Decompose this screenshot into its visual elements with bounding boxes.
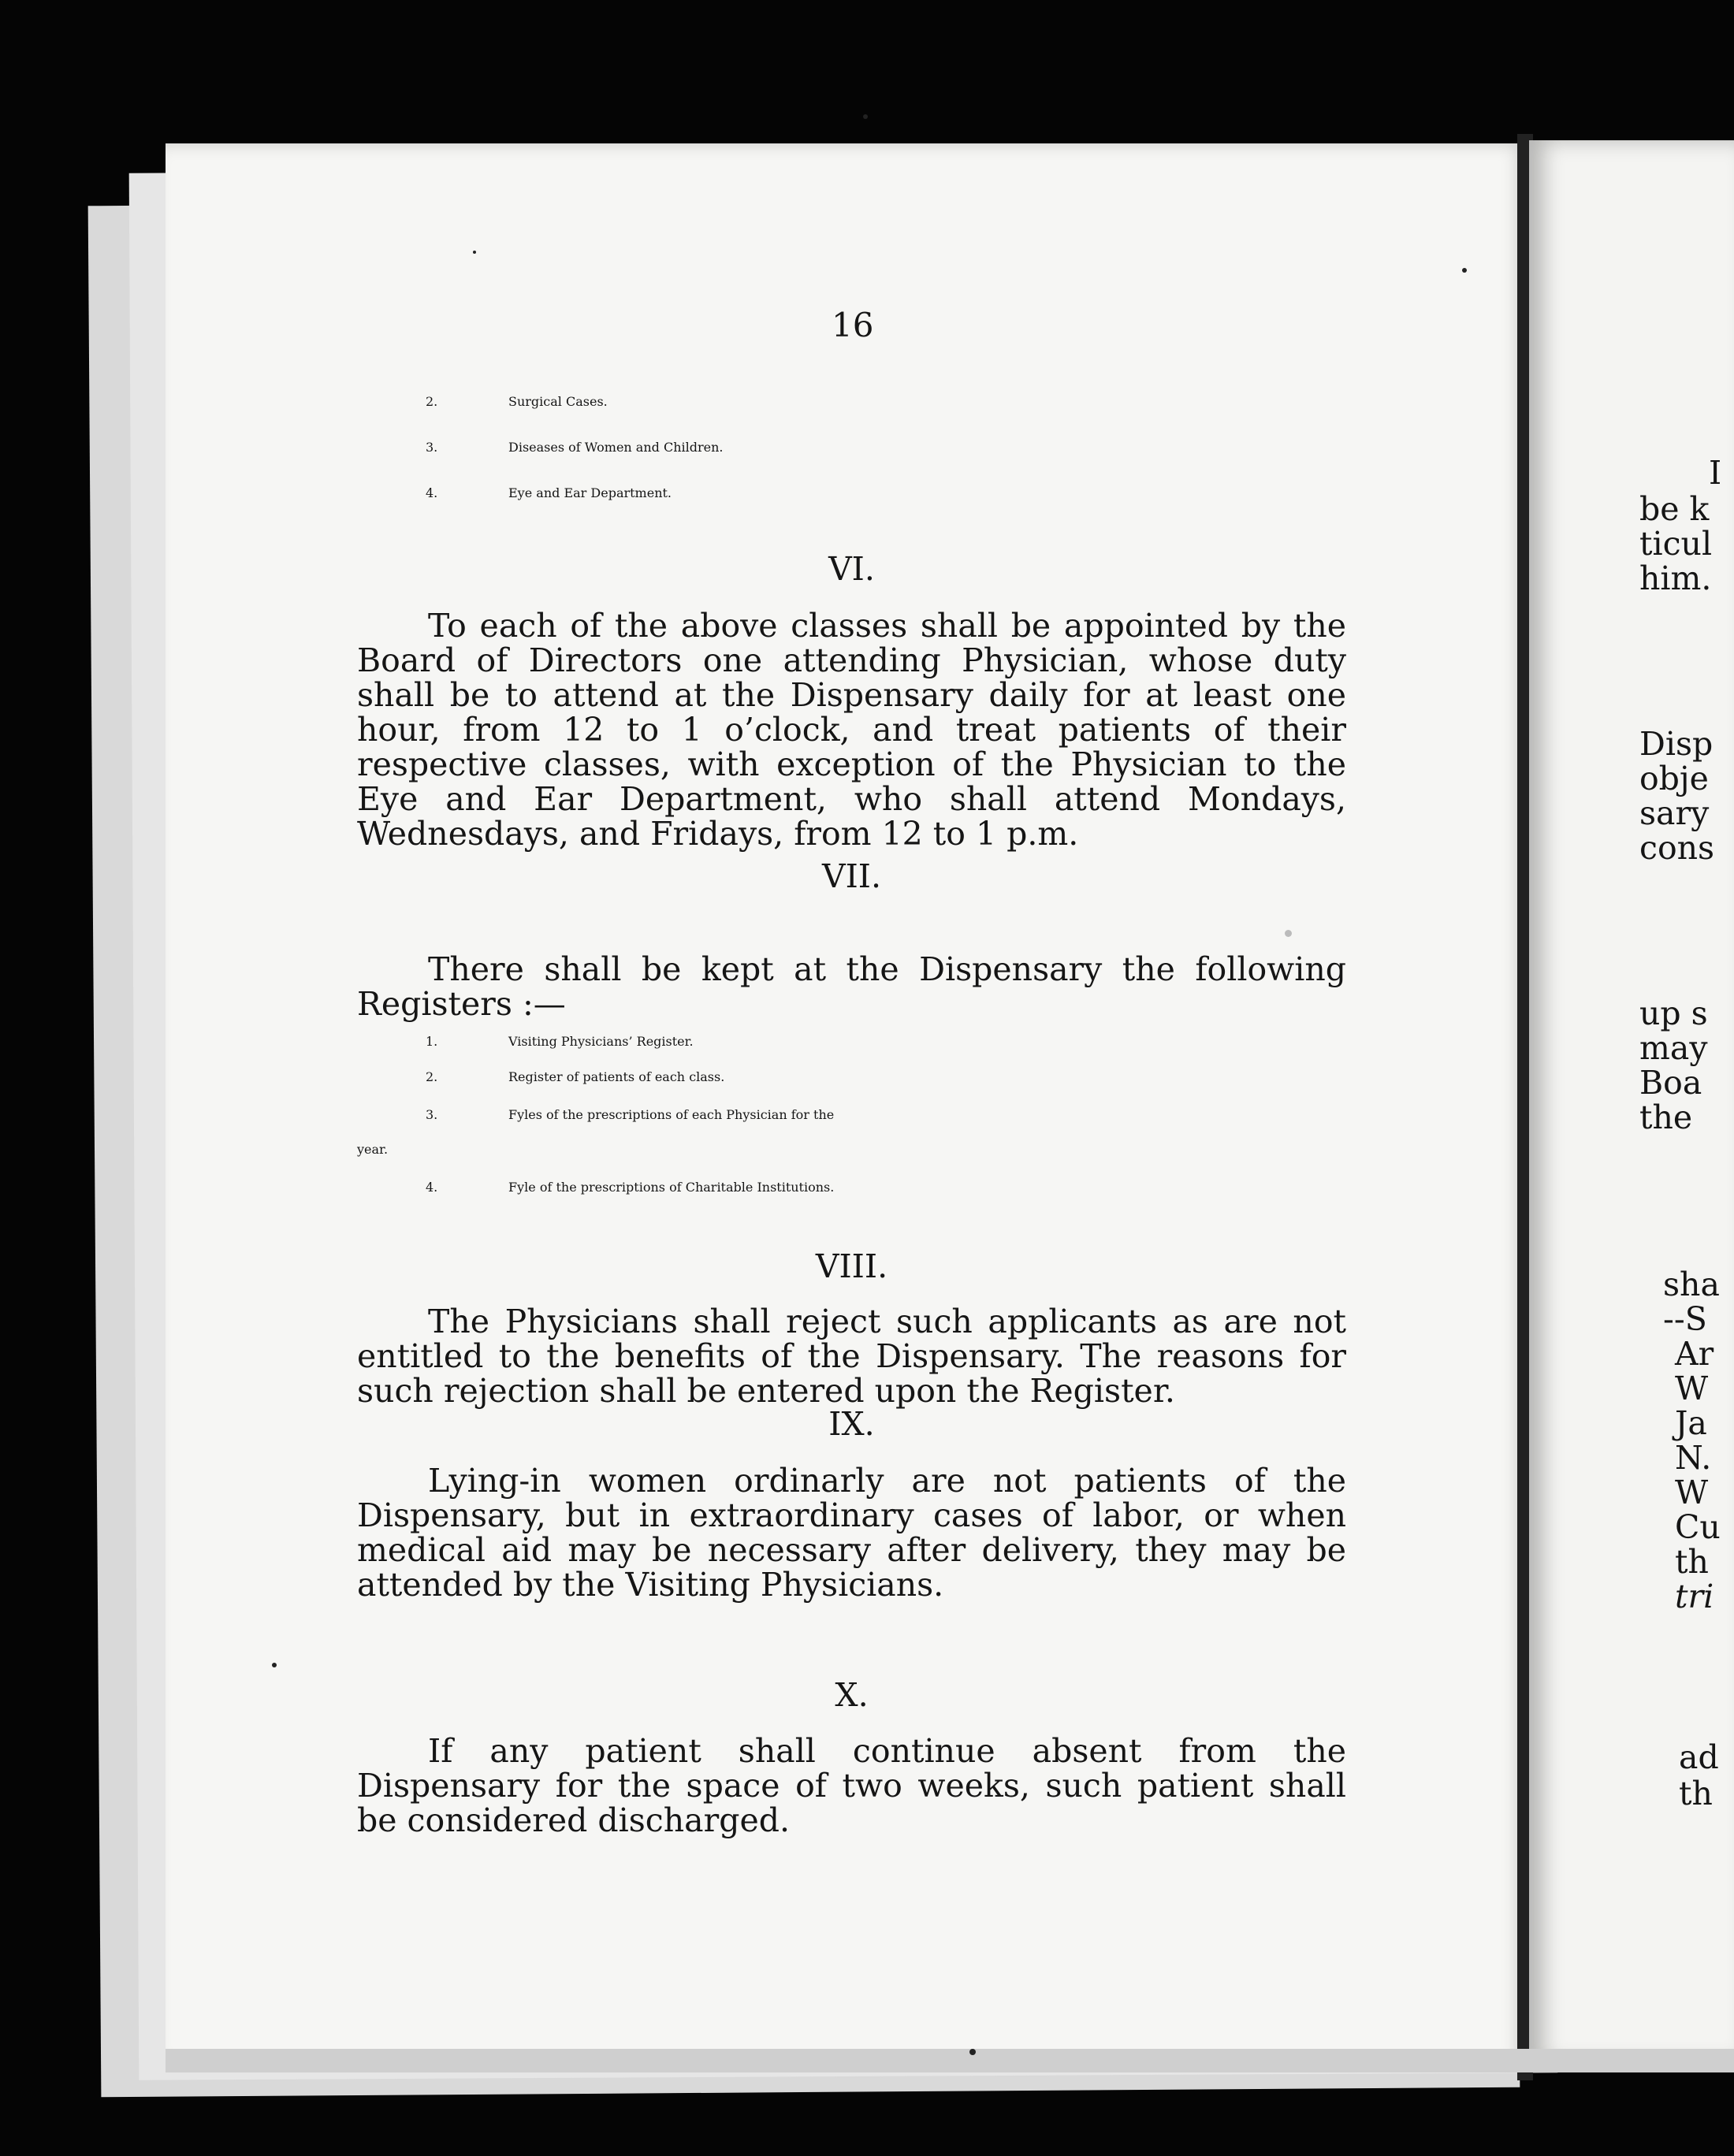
section-vii-intro (357, 952, 1346, 1021)
right-page-fragment: Disp (1639, 725, 1714, 763)
list-text: Surgical Cases. (508, 394, 608, 409)
section-ix-text: Lying-in women ordinarly are not patients of the Dispensary, but in extraordinary cases of labor, or when medical aid may be necessary after delivery, they may be attended by the Visiting Physicians. (357, 1462, 1346, 1604)
right-page-fragment: up s (1639, 994, 1708, 1032)
right-page-fragment: be k (1639, 490, 1710, 528)
section-ix-paragraph (357, 1463, 1346, 1602)
right-page-fragment: W (1675, 1370, 1709, 1407)
list-number: 3. (426, 440, 438, 455)
list-number: 4. (426, 1180, 438, 1195)
right-page-fragment: I (1709, 454, 1722, 492)
section-viii-text: The Physicians shall reject such applicants as are not entitled to the benefits of the Dispensary. The reasons for such rejection shall be entered upon the Register. (357, 1303, 1346, 1410)
list-text: year. (357, 1142, 389, 1157)
section-heading-vi: VI. (828, 550, 875, 588)
page-bottom-edge (166, 2049, 1734, 2072)
section-viii-paragraph (357, 1304, 1346, 1408)
list-number: 3. (426, 1107, 438, 1122)
list-number: 1. (426, 1034, 438, 1049)
section-heading-viii: VIII. (815, 1247, 888, 1285)
right-page-fragment: ticul (1639, 525, 1713, 563)
right-page-fragment: N. (1675, 1439, 1712, 1477)
right-page-fragment: Ar (1675, 1335, 1714, 1373)
list-text: Fyle of the prescriptions of Charitable Institutions. (508, 1180, 835, 1195)
right-page-fragment: tri (1675, 1578, 1714, 1615)
right-page-fragment: Ja (1675, 1404, 1707, 1442)
list-text: Diseases of Women and Children. (508, 440, 724, 455)
right-page-fragment: the (1639, 1098, 1693, 1136)
right-page-fragment: Boa (1639, 1064, 1702, 1102)
list-text: Eye and Ear Department. (508, 485, 672, 500)
list-number: 2. (426, 394, 438, 409)
right-page-fragment: sha (1663, 1266, 1720, 1303)
right-page-fragment: him. (1639, 559, 1712, 597)
right-page-fragment: cons (1639, 829, 1715, 867)
right-page-fragment: th (1675, 1543, 1709, 1581)
section-vii-intro-text: There shall be kept at the Dispensary the following Registers :— (357, 950, 1346, 1023)
section-vi-paragraph (357, 608, 1346, 851)
right-page-fragment: Cu (1675, 1508, 1721, 1546)
right-page-fragment: sary (1639, 794, 1710, 832)
page-number: 16 (832, 306, 874, 344)
section-vi-text: To each of the above classes shall be appointed by the Board of Directors one attending Physician, whose duty shall be to attend at the Dispensary daily for at least one hour, from 12 to 1 o’clock, and treat patients of their respective classes, with exception of the Physician to the Eye and Ear Department, who shall attend Mondays, Wednesdays, and Fridays, from 12 to 1 p.m. (357, 607, 1346, 853)
dust-speck (473, 251, 476, 254)
list-text: Fyles of the prescriptions of each Physician for the (508, 1107, 835, 1122)
dust-speck (272, 1663, 277, 1667)
list-number: 4. (426, 485, 438, 500)
right-page-fragment: may (1639, 1029, 1708, 1067)
list-text: Register of patients of each class. (508, 1069, 725, 1084)
dust-speck (863, 114, 868, 119)
section-heading-x: X. (835, 1676, 869, 1714)
right-page-fragment: --S (1663, 1300, 1707, 1338)
section-x-paragraph (357, 1734, 1346, 1838)
section-heading-vii: VII. (821, 857, 882, 895)
dust-speck (969, 2049, 976, 2055)
right-page-fragment: ad (1679, 1738, 1719, 1776)
right-page-fragment: th (1679, 1775, 1713, 1812)
dust-speck (1462, 268, 1467, 273)
right-page-fragment: obje (1639, 760, 1709, 797)
right-page-fragment: W (1675, 1474, 1709, 1511)
list-number: 2. (426, 1069, 438, 1084)
list-text: Visiting Physicians’ Register. (508, 1034, 694, 1049)
section-x-text: If any patient shall continue absent from the Dispensary for the space of two weeks, such patient shall be considered discharged. (357, 1732, 1346, 1839)
dust-speck (1285, 930, 1292, 937)
section-heading-ix: IX. (828, 1405, 875, 1443)
